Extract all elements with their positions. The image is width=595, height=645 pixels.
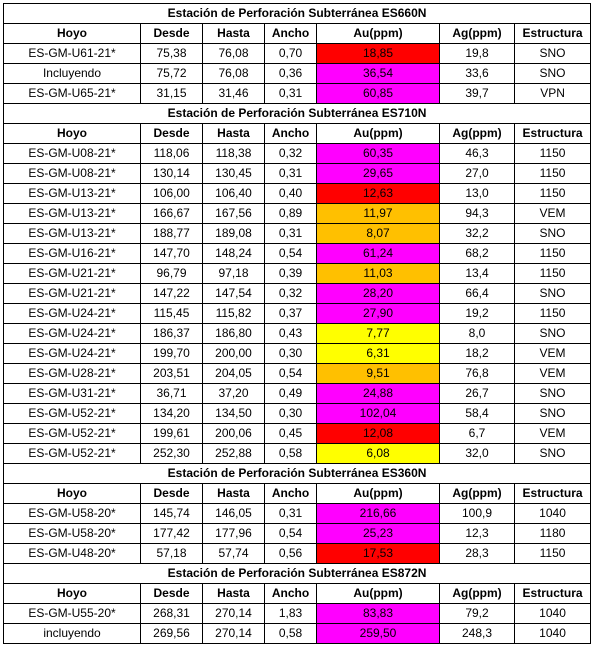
column-header: Hoyo <box>4 484 141 504</box>
au-cell: 29,65 <box>317 164 440 184</box>
estructura-cell: 1150 <box>515 304 591 324</box>
hasta-cell: 186,80 <box>203 324 265 344</box>
table-row <box>4 164 591 184</box>
drill-results-table <box>3 3 591 644</box>
ag-cell: 13,0 <box>440 184 515 204</box>
desde-cell: 177,42 <box>141 524 203 544</box>
station-title-row <box>4 564 591 584</box>
ancho-cell: 0,54 <box>265 364 317 384</box>
hoyo-cell: ES-GM-U13-21* <box>4 184 141 204</box>
table-row <box>4 184 591 204</box>
column-header: Ancho <box>265 124 317 144</box>
desde-cell: 134,20 <box>141 404 203 424</box>
column-header: Au(ppm) <box>317 484 440 504</box>
column-header: Estructura <box>515 584 591 604</box>
au-cell: 259,50 <box>317 624 440 644</box>
desde-cell: 75,38 <box>141 44 203 64</box>
desde-cell: 115,45 <box>141 304 203 324</box>
ancho-cell: 0,40 <box>265 184 317 204</box>
column-header: Ag(ppm) <box>440 584 515 604</box>
table-row <box>4 344 591 364</box>
ancho-cell: 0,37 <box>265 304 317 324</box>
ancho-cell: 0,43 <box>265 324 317 344</box>
column-header: Ag(ppm) <box>440 484 515 504</box>
ag-cell: 39,7 <box>440 84 515 104</box>
au-cell: 6,31 <box>317 344 440 364</box>
column-header-row <box>4 124 591 144</box>
column-header: Ag(ppm) <box>440 124 515 144</box>
ancho-cell: 0,54 <box>265 524 317 544</box>
au-cell: 8,07 <box>317 224 440 244</box>
ancho-cell: 0,30 <box>265 404 317 424</box>
hoyo-cell: ES-GM-U24-21* <box>4 324 141 344</box>
hasta-cell: 106,40 <box>203 184 265 204</box>
estructura-cell: VPN <box>515 84 591 104</box>
ag-cell: 18,2 <box>440 344 515 364</box>
column-header: Hasta <box>203 584 265 604</box>
ag-cell: 66,4 <box>440 284 515 304</box>
hoyo-cell: ES-GM-U65-21* <box>4 84 141 104</box>
table-row <box>4 304 591 324</box>
estructura-cell: 1150 <box>515 264 591 284</box>
ag-cell: 32,0 <box>440 444 515 464</box>
station-title-row <box>4 464 591 484</box>
desde-cell: 268,31 <box>141 604 203 624</box>
table-row <box>4 144 591 164</box>
table-row <box>4 284 591 304</box>
hasta-cell: 200,06 <box>203 424 265 444</box>
ag-cell: 32,2 <box>440 224 515 244</box>
station-title: Estación de Perforación Subterránea ES360N <box>4 464 591 484</box>
column-header: Ag(ppm) <box>440 24 515 44</box>
hasta-cell: 57,74 <box>203 544 265 564</box>
ancho-cell: 0,32 <box>265 284 317 304</box>
column-header: Desde <box>141 124 203 144</box>
estructura-cell: SNO <box>515 64 591 84</box>
au-cell: 12,08 <box>317 424 440 444</box>
desde-cell: 75,72 <box>141 64 203 84</box>
ag-cell: 19,2 <box>440 304 515 324</box>
table-row <box>4 504 591 524</box>
column-header: Hasta <box>203 24 265 44</box>
hasta-cell: 134,50 <box>203 404 265 424</box>
ancho-cell: 0,58 <box>265 444 317 464</box>
desde-cell: 166,67 <box>141 204 203 224</box>
hoyo-cell: ES-GM-U13-21* <box>4 224 141 244</box>
column-header: Hasta <box>203 484 265 504</box>
hoyo-cell: ES-GM-U31-21* <box>4 384 141 404</box>
estructura-cell: SNO <box>515 384 591 404</box>
hasta-cell: 76,08 <box>203 64 265 84</box>
estructura-cell: VEM <box>515 424 591 444</box>
table-row <box>4 324 591 344</box>
hoyo-cell: ES-GM-U61-21* <box>4 44 141 64</box>
column-header: Desde <box>141 24 203 44</box>
desde-cell: 36,71 <box>141 384 203 404</box>
ancho-cell: 0,56 <box>265 544 317 564</box>
table-row <box>4 624 591 644</box>
ancho-cell: 0,32 <box>265 144 317 164</box>
au-cell: 83,83 <box>317 604 440 624</box>
estructura-cell: 1040 <box>515 504 591 524</box>
ag-cell: 12,3 <box>440 524 515 544</box>
column-header: Hoyo <box>4 24 141 44</box>
station-title-row <box>4 104 591 124</box>
au-cell: 24,88 <box>317 384 440 404</box>
au-cell: 6,08 <box>317 444 440 464</box>
hasta-cell: 118,38 <box>203 144 265 164</box>
column-header: Au(ppm) <box>317 24 440 44</box>
column-header: Estructura <box>515 24 591 44</box>
hasta-cell: 76,08 <box>203 44 265 64</box>
column-header: Ancho <box>265 24 317 44</box>
ancho-cell: 0,31 <box>265 84 317 104</box>
desde-cell: 118,06 <box>141 144 203 164</box>
column-header: Estructura <box>515 124 591 144</box>
au-cell: 36,54 <box>317 64 440 84</box>
column-header: Ancho <box>265 584 317 604</box>
hasta-cell: 200,00 <box>203 344 265 364</box>
table-row <box>4 444 591 464</box>
au-cell: 102,04 <box>317 404 440 424</box>
estructura-cell: 1180 <box>515 524 591 544</box>
au-cell: 27,90 <box>317 304 440 324</box>
ag-cell: 248,3 <box>440 624 515 644</box>
station-title: Estación de Perforación Subterránea ES710N <box>4 104 591 124</box>
estructura-cell: 1150 <box>515 184 591 204</box>
au-cell: 17,53 <box>317 544 440 564</box>
desde-cell: 57,18 <box>141 544 203 564</box>
au-cell: 60,85 <box>317 84 440 104</box>
drill-results-body <box>4 4 591 644</box>
desde-cell: 31,15 <box>141 84 203 104</box>
estructura-cell: 1150 <box>515 164 591 184</box>
estructura-cell: VEM <box>515 344 591 364</box>
desde-cell: 147,22 <box>141 284 203 304</box>
estructura-cell: SNO <box>515 404 591 424</box>
ancho-cell: 0,31 <box>265 164 317 184</box>
au-cell: 11,03 <box>317 264 440 284</box>
hoyo-cell: ES-GM-U58-20* <box>4 524 141 544</box>
column-header: Hasta <box>203 124 265 144</box>
estructura-cell: SNO <box>515 284 591 304</box>
au-cell: 28,20 <box>317 284 440 304</box>
table-row <box>4 424 591 444</box>
ag-cell: 68,2 <box>440 244 515 264</box>
ag-cell: 94,3 <box>440 204 515 224</box>
column-header-row <box>4 24 591 44</box>
desde-cell: 147,70 <box>141 244 203 264</box>
desde-cell: 199,61 <box>141 424 203 444</box>
hasta-cell: 167,56 <box>203 204 265 224</box>
hoyo-cell: ES-GM-U52-21* <box>4 444 141 464</box>
table-row <box>4 524 591 544</box>
column-header: Ancho <box>265 484 317 504</box>
hoyo-cell: ES-GM-U28-21* <box>4 364 141 384</box>
desde-cell: 130,14 <box>141 164 203 184</box>
table-row <box>4 384 591 404</box>
desde-cell: 145,74 <box>141 504 203 524</box>
hoyo-cell: Incluyendo <box>4 64 141 84</box>
ancho-cell: 0,30 <box>265 344 317 364</box>
column-header: Desde <box>141 584 203 604</box>
ag-cell: 27,0 <box>440 164 515 184</box>
ag-cell: 58,4 <box>440 404 515 424</box>
hasta-cell: 115,82 <box>203 304 265 324</box>
au-cell: 9,51 <box>317 364 440 384</box>
hoyo-cell: incluyendo <box>4 624 141 644</box>
estructura-cell: SNO <box>515 444 591 464</box>
column-header: Desde <box>141 484 203 504</box>
estructura-cell: 1150 <box>515 144 591 164</box>
hasta-cell: 189,08 <box>203 224 265 244</box>
ag-cell: 26,7 <box>440 384 515 404</box>
column-header: Estructura <box>515 484 591 504</box>
table-row <box>4 544 591 564</box>
column-header: Hoyo <box>4 124 141 144</box>
estructura-cell: 1150 <box>515 544 591 564</box>
estructura-cell: 1150 <box>515 244 591 264</box>
au-cell: 25,23 <box>317 524 440 544</box>
hasta-cell: 252,88 <box>203 444 265 464</box>
hasta-cell: 97,18 <box>203 264 265 284</box>
hasta-cell: 130,45 <box>203 164 265 184</box>
hoyo-cell: ES-GM-U13-21* <box>4 204 141 224</box>
ag-cell: 76,8 <box>440 364 515 384</box>
hoyo-cell: ES-GM-U24-21* <box>4 304 141 324</box>
table-row <box>4 224 591 244</box>
table-row <box>4 44 591 64</box>
desde-cell: 106,00 <box>141 184 203 204</box>
hoyo-cell: ES-GM-U52-21* <box>4 424 141 444</box>
au-cell: 11,97 <box>317 204 440 224</box>
hasta-cell: 148,24 <box>203 244 265 264</box>
ag-cell: 19,8 <box>440 44 515 64</box>
column-header: Au(ppm) <box>317 124 440 144</box>
estructura-cell: SNO <box>515 224 591 244</box>
drill-results-container <box>3 3 591 644</box>
desde-cell: 269,56 <box>141 624 203 644</box>
hoyo-cell: ES-GM-U55-20* <box>4 604 141 624</box>
estructura-cell: SNO <box>515 44 591 64</box>
au-cell: 18,85 <box>317 44 440 64</box>
ag-cell: 8,0 <box>440 324 515 344</box>
hoyo-cell: ES-GM-U58-20* <box>4 504 141 524</box>
ancho-cell: 0,39 <box>265 264 317 284</box>
station-title: Estación de Perforación Subterránea ES660N <box>4 4 591 24</box>
ag-cell: 33,6 <box>440 64 515 84</box>
hoyo-cell: ES-GM-U08-21* <box>4 164 141 184</box>
ancho-cell: 0,45 <box>265 424 317 444</box>
hasta-cell: 270,14 <box>203 604 265 624</box>
estructura-cell: SNO <box>515 324 591 344</box>
table-row <box>4 84 591 104</box>
column-header: Au(ppm) <box>317 584 440 604</box>
ag-cell: 13,4 <box>440 264 515 284</box>
desde-cell: 203,51 <box>141 364 203 384</box>
estructura-cell: VEM <box>515 204 591 224</box>
station-title: Estación de Perforación Subterránea ES872N <box>4 564 591 584</box>
ag-cell: 46,3 <box>440 144 515 164</box>
hasta-cell: 31,46 <box>203 84 265 104</box>
au-cell: 216,66 <box>317 504 440 524</box>
hoyo-cell: ES-GM-U16-21* <box>4 244 141 264</box>
hoyo-cell: ES-GM-U48-20* <box>4 544 141 564</box>
column-header-row <box>4 584 591 604</box>
hoyo-cell: ES-GM-U21-21* <box>4 264 141 284</box>
hoyo-cell: ES-GM-U21-21* <box>4 284 141 304</box>
desde-cell: 186,37 <box>141 324 203 344</box>
desde-cell: 252,30 <box>141 444 203 464</box>
ancho-cell: 0,58 <box>265 624 317 644</box>
estructura-cell: 1040 <box>515 624 591 644</box>
au-cell: 60,35 <box>317 144 440 164</box>
hasta-cell: 177,96 <box>203 524 265 544</box>
au-cell: 61,24 <box>317 244 440 264</box>
au-cell: 12,63 <box>317 184 440 204</box>
ag-cell: 79,2 <box>440 604 515 624</box>
ancho-cell: 1,83 <box>265 604 317 624</box>
table-row <box>4 264 591 284</box>
table-row <box>4 364 591 384</box>
table-row <box>4 404 591 424</box>
ancho-cell: 0,36 <box>265 64 317 84</box>
ag-cell: 100,9 <box>440 504 515 524</box>
hoyo-cell: ES-GM-U24-21* <box>4 344 141 364</box>
table-row <box>4 64 591 84</box>
ancho-cell: 0,31 <box>265 504 317 524</box>
hoyo-cell: ES-GM-U08-21* <box>4 144 141 164</box>
desde-cell: 188,77 <box>141 224 203 244</box>
desde-cell: 96,79 <box>141 264 203 284</box>
hoyo-cell: ES-GM-U52-21* <box>4 404 141 424</box>
ancho-cell: 0,70 <box>265 44 317 64</box>
hasta-cell: 204,05 <box>203 364 265 384</box>
ancho-cell: 0,31 <box>265 224 317 244</box>
table-row <box>4 604 591 624</box>
station-title-row <box>4 4 591 24</box>
hasta-cell: 270,14 <box>203 624 265 644</box>
estructura-cell: 1040 <box>515 604 591 624</box>
estructura-cell: VEM <box>515 364 591 384</box>
table-row <box>4 244 591 264</box>
desde-cell: 199,70 <box>141 344 203 364</box>
hasta-cell: 147,54 <box>203 284 265 304</box>
ag-cell: 28,3 <box>440 544 515 564</box>
ag-cell: 6,7 <box>440 424 515 444</box>
table-row <box>4 204 591 224</box>
au-cell: 7,77 <box>317 324 440 344</box>
hasta-cell: 146,05 <box>203 504 265 524</box>
ancho-cell: 0,89 <box>265 204 317 224</box>
ancho-cell: 0,49 <box>265 384 317 404</box>
column-header: Hoyo <box>4 584 141 604</box>
hasta-cell: 37,20 <box>203 384 265 404</box>
column-header-row <box>4 484 591 504</box>
ancho-cell: 0,54 <box>265 244 317 264</box>
